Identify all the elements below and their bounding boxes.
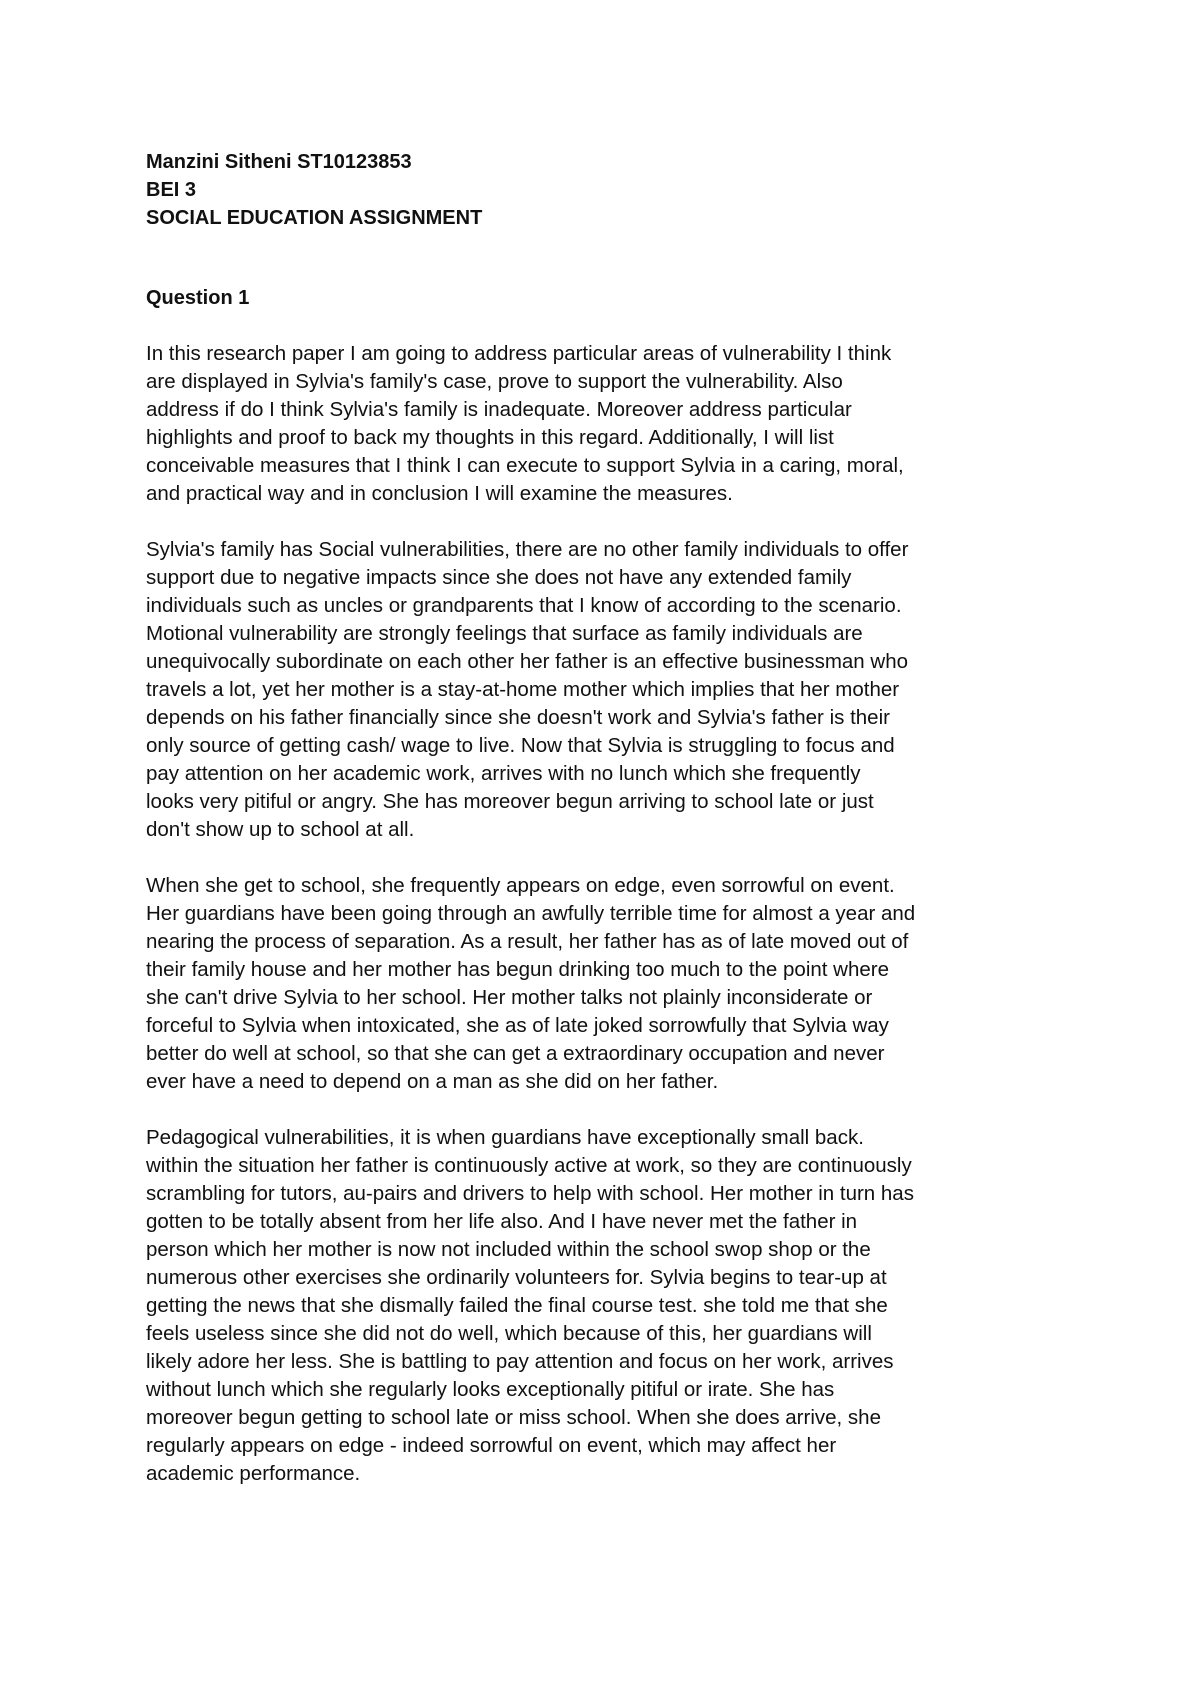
question-heading: Question 1 <box>146 287 250 309</box>
paragraph-3: When she get to school, she frequently appears on edge, even sorrowful on event. Her guardians have been going through an awfully terrible time for almost a year and nearing the process of separation. As a result, her father has as of late moved out of their family house and her mother has begun drinking too much to the point where she can't drive Sylvia to her school. Her mother talks not plainly inconsiderate or forceful to Sylvia when intoxicated, she as of late joked sorrowfully that Sylvia way better do well at school, so that she can get a extraordinary occupation and never ever have a need to depend on a man as she did on her father. <box>146 874 916 1093</box>
student-name-line: Manzini Sitheni ST10123853 <box>146 151 412 173</box>
paragraph-4: Pedagogical vulnerabilities, it is when guardians have exceptionally small back. within the situation her father is continuously active at work, so they are continuously scrambling for tutors, au-pairs and drivers to help with school. Her mother in turn has gotten to be totally absent from her life also. And I have never met the father in person which her mother is now not included within the school swop shop or the numerous other exercises she ordinarily volunteers for. Sylvia begins to tear-up at getting the news that she dismally failed the final course test. she told me that she feels useless since she did not do well, which because of this, her guardians will likely adore her less. She is battling to pay attention and focus on her work, arrives without lunch which she regularly looks exceptionally pitiful or irate. She has moreover begun getting to school late or miss school. When she does arrive, she regularly appears on edge - indeed sorrowful on event, which may affect her academic performance. <box>146 1126 914 1485</box>
assignment-title: SOCIAL EDUCATION ASSIGNMENT <box>146 207 483 229</box>
document-page <box>146 148 1066 1516</box>
document-header <box>146 148 1066 232</box>
paragraph-2: Sylvia's family has Social vulnerabilities, there are no other family individuals to offer support due to negative impacts since she does not have any extended family individuals such as uncles or grandparents that I know of according to the scenario. Motional vulnerability are strongly feelings that surface as family individuals are unequivocally subordinate on each other her father is an effective businessman who travels a lot, yet her mother is a stay-at-home mother which implies that her mother depends on his father financially since she doesn't work and Sylvia's father is their only source of getting cash/ wage to live. Now that Sylvia is struggling to focus and pay attention on her academic work, arrives with no lunch which she frequently looks very pitiful or angry. She has moreover begun arriving to school late or just don't show up to school at all. <box>146 538 909 841</box>
class-line: BEI 3 <box>146 179 197 201</box>
document-body <box>146 340 1066 1488</box>
paragraph-1: In this research paper I am going to address particular areas of vulnerability I think are displayed in Sylvia's family's case, prove to support the vulnerability. Also address if do I think Sylvia's family is inadequate. Moreover address particular highlights and proof to back my thoughts in this regard. Additionally, I will list conceivable measures that I think I can execute to support Sylvia in a caring, moral, and practical way and in conclusion I will examine the measures. <box>146 342 904 505</box>
